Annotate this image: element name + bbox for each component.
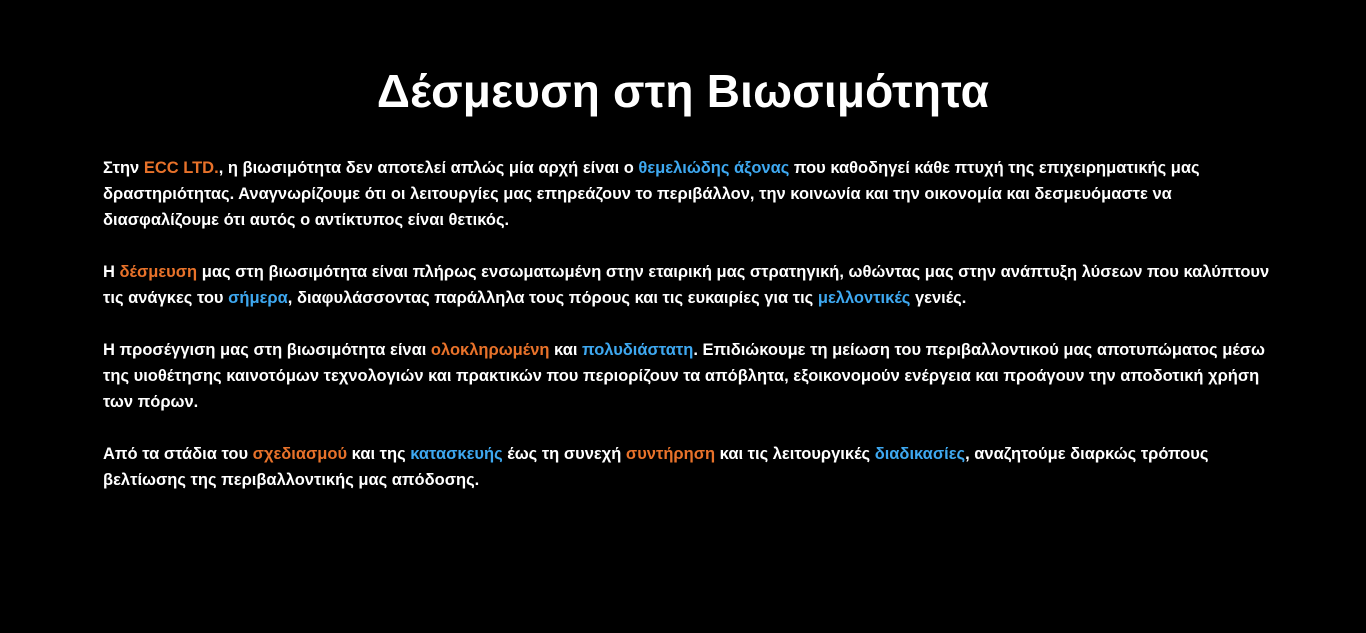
highlight-keyword: ολοκληρωμένη — [430, 341, 550, 359]
text-segment: έως τη συνεχή — [502, 445, 626, 463]
text-segment: , η βιωσιμότητα δεν αποτελεί απλώς μία αρχή είναι ο — [218, 159, 639, 177]
page-title: Δέσμευση στη Βιωσιμότητα — [376, 65, 990, 117]
text-segment: και τις λειτουργικές — [715, 445, 875, 463]
paragraph-approach — [103, 337, 1273, 415]
highlight-keyword: σχεδιασμού — [252, 445, 348, 463]
content-section — [103, 155, 1273, 519]
highlight-keyword: θεμελιώδης άξονας — [638, 159, 790, 177]
text-segment: Από τα στάδια του — [103, 445, 253, 463]
highlight-company-name: ECC LTD. — [143, 159, 219, 177]
text-segment: , αναζητούμε διαρκώς τρόπους βελτίωσης της περιβαλλοντικής μας απόδοσης. — [103, 445, 1209, 489]
text-segment: Η — [103, 263, 120, 281]
text-segment: , διαφυλάσσοντας παράλληλα τους πόρους και τις ευκαιρίες για τις — [287, 289, 818, 307]
paragraph-commitment — [103, 259, 1273, 311]
paragraph-intro — [103, 155, 1273, 233]
highlight-keyword: σήμερα — [228, 289, 288, 307]
text-segment: Στην — [103, 159, 144, 177]
highlight-keyword: πολυδιάστατη — [582, 341, 694, 359]
text-segment: που καθοδηγεί κάθε πτυχή της επιχειρηματικής μας δραστηριότητας. Αναγνωρίζουμε ότι οι λειτουργίες μας επηρεάζουν το περιβάλλον, την κοινωνία και την οικονομία και δεσμευόμαστε να διασφαλίζουμε ότι αυτός ο αντίκτυπος είναι θετικός. — [103, 159, 1200, 229]
highlight-keyword: κατασκευής — [410, 445, 503, 463]
highlight-keyword: δέσμευση — [119, 263, 198, 281]
highlight-keyword: διαδικασίες — [874, 445, 966, 463]
text-segment: Η προσέγγιση μας στη βιωσιμότητα είναι — [103, 341, 431, 359]
text-segment: . Επιδιώκουμε τη μείωση του περιβαλλοντικού μας αποτυπώματος μέσω της υιοθέτησης καινοτόμων τεχνολογιών και πρακτικών που περιορίζουν τα απόβλητα, εξοικονομούν ενέργεια και προάγουν την αποδοτική χρήση των πόρων. — [103, 341, 1265, 411]
text-segment: και της — [347, 445, 411, 463]
highlight-keyword: μελλοντικές — [817, 289, 911, 307]
paragraph-lifecycle — [103, 441, 1273, 493]
text-segment: μας στη βιωσιμότητα είναι πλήρως ενσωματωμένη στην εταιρική μας στρατηγική, ωθώντας μας στην ανάπτυξη λύσεων που καλύπτουν τις ανάγκες του — [103, 263, 1270, 307]
text-segment: γενιές. — [910, 289, 967, 307]
highlight-keyword: συντήρηση — [625, 445, 716, 463]
text-segment: και — [549, 341, 583, 359]
